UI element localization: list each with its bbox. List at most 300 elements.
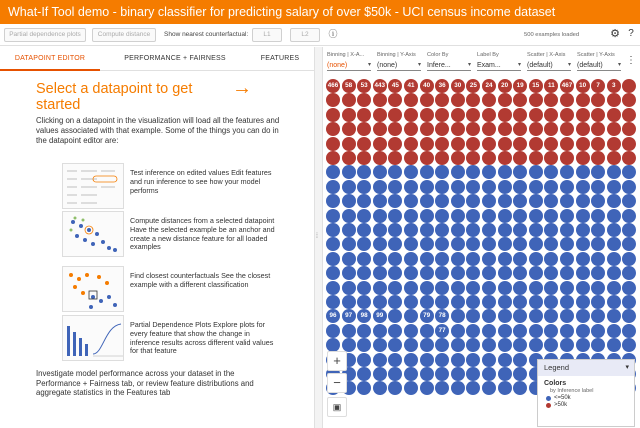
datapoint[interactable]	[560, 180, 574, 194]
datapoint[interactable]	[466, 295, 480, 309]
datapoint[interactable]	[591, 151, 605, 165]
datapoint[interactable]	[591, 93, 605, 107]
datapoint[interactable]	[373, 381, 387, 395]
datapoint[interactable]	[544, 324, 558, 338]
datapoint[interactable]	[435, 266, 449, 280]
datapoint[interactable]	[388, 223, 402, 237]
datapoint[interactable]	[544, 295, 558, 309]
datapoint[interactable]: 79	[420, 309, 434, 323]
datapoint[interactable]	[622, 223, 636, 237]
datapoint[interactable]: 78	[435, 309, 449, 323]
datapoint[interactable]	[607, 223, 621, 237]
datapoint[interactable]	[607, 252, 621, 266]
datapoint[interactable]	[607, 93, 621, 107]
datapoint[interactable]	[513, 381, 527, 395]
datapoint[interactable]: 41	[404, 79, 418, 93]
datapoint[interactable]	[404, 151, 418, 165]
datapoint[interactable]	[373, 122, 387, 136]
datapoint[interactable]	[560, 165, 574, 179]
datapoint[interactable]	[373, 137, 387, 151]
datapoint[interactable]	[513, 252, 527, 266]
datapoint[interactable]	[482, 237, 496, 251]
datapoint[interactable]	[435, 108, 449, 122]
datapoint[interactable]	[326, 151, 340, 165]
datapoint[interactable]	[529, 281, 543, 295]
datapoint[interactable]	[607, 309, 621, 323]
viz-control-0[interactable]	[327, 52, 371, 76]
compute-distance-button[interactable]: Compute distance	[92, 28, 156, 42]
datapoint[interactable]	[607, 295, 621, 309]
datapoint[interactable]	[404, 108, 418, 122]
datapoint[interactable]	[498, 353, 512, 367]
l1-button[interactable]: L1	[252, 28, 282, 42]
datapoint[interactable]	[373, 353, 387, 367]
datapoint[interactable]	[466, 93, 480, 107]
datapoint[interactable]	[373, 151, 387, 165]
datapoint[interactable]	[342, 108, 356, 122]
datapoint[interactable]	[622, 79, 636, 93]
datapoint[interactable]	[591, 266, 605, 280]
datapoint[interactable]	[529, 108, 543, 122]
datapoint[interactable]	[560, 223, 574, 237]
datapoint[interactable]	[373, 209, 387, 223]
datapoint[interactable]	[544, 137, 558, 151]
datapoint[interactable]	[560, 237, 574, 251]
datapoint[interactable]	[607, 194, 621, 208]
datapoint[interactable]	[498, 252, 512, 266]
datapoint[interactable]	[451, 338, 465, 352]
datapoint[interactable]	[388, 237, 402, 251]
datapoint[interactable]	[576, 122, 590, 136]
datapoint[interactable]	[466, 151, 480, 165]
datapoint[interactable]	[482, 309, 496, 323]
more-options-icon[interactable]: ⋮	[626, 55, 636, 66]
datapoint[interactable]	[373, 338, 387, 352]
datapoint[interactable]	[357, 180, 371, 194]
datapoint[interactable]	[622, 266, 636, 280]
datapoint[interactable]	[544, 151, 558, 165]
datapoint[interactable]	[513, 338, 527, 352]
datapoint[interactable]	[482, 223, 496, 237]
datapoint[interactable]	[498, 338, 512, 352]
datapoint[interactable]	[591, 295, 605, 309]
tab-performance-fairness[interactable]: PERFORMANCE + FAIRNESS	[124, 55, 226, 62]
datapoint[interactable]	[607, 151, 621, 165]
datapoint[interactable]: 45	[388, 79, 402, 93]
datapoint[interactable]	[513, 209, 527, 223]
datapoint[interactable]	[482, 353, 496, 367]
datapoint[interactable]	[420, 108, 434, 122]
datapoint[interactable]	[357, 281, 371, 295]
datapoint[interactable]	[529, 180, 543, 194]
datapoint[interactable]	[576, 223, 590, 237]
datapoint[interactable]: 7	[591, 79, 605, 93]
datapoint[interactable]	[357, 151, 371, 165]
datapoint[interactable]	[622, 93, 636, 107]
datapoint[interactable]	[560, 252, 574, 266]
datapoint[interactable]	[466, 165, 480, 179]
datapoint[interactable]	[482, 281, 496, 295]
datapoint[interactable]	[342, 93, 356, 107]
viz-control-3[interactable]	[477, 52, 521, 76]
datapoint[interactable]: 96	[326, 309, 340, 323]
datapoint[interactable]	[420, 122, 434, 136]
datapoint[interactable]	[529, 223, 543, 237]
datapoint[interactable]	[342, 266, 356, 280]
datapoint[interactable]	[560, 324, 574, 338]
datapoint[interactable]	[373, 295, 387, 309]
datapoint-grid[interactable]	[326, 79, 640, 399]
datapoint[interactable]	[560, 338, 574, 352]
datapoint[interactable]	[498, 381, 512, 395]
datapoint[interactable]	[451, 295, 465, 309]
datapoint[interactable]	[482, 381, 496, 395]
datapoint[interactable]	[388, 122, 402, 136]
datapoint[interactable]	[560, 209, 574, 223]
datapoint[interactable]	[404, 93, 418, 107]
datapoint[interactable]	[498, 367, 512, 381]
datapoint[interactable]	[513, 165, 527, 179]
datapoint[interactable]	[435, 93, 449, 107]
datapoint[interactable]	[435, 381, 449, 395]
datapoint[interactable]	[342, 194, 356, 208]
datapoint[interactable]	[576, 237, 590, 251]
datapoint[interactable]	[357, 338, 371, 352]
datapoint[interactable]: 98	[357, 309, 371, 323]
datapoint[interactable]	[388, 137, 402, 151]
datapoint[interactable]: 24	[482, 79, 496, 93]
datapoint[interactable]	[576, 194, 590, 208]
datapoint[interactable]	[529, 309, 543, 323]
datapoint[interactable]	[513, 108, 527, 122]
datapoint[interactable]	[466, 309, 480, 323]
datapoint[interactable]	[451, 266, 465, 280]
datapoint[interactable]: 40	[420, 79, 434, 93]
datapoint[interactable]	[591, 108, 605, 122]
datapoint[interactable]	[576, 252, 590, 266]
datapoint[interactable]	[544, 266, 558, 280]
datapoint[interactable]	[513, 237, 527, 251]
datapoint[interactable]	[560, 281, 574, 295]
datapoint[interactable]	[420, 137, 434, 151]
datapoint[interactable]	[326, 252, 340, 266]
datapoint[interactable]	[513, 281, 527, 295]
datapoint[interactable]	[373, 281, 387, 295]
datapoint[interactable]: 20	[498, 79, 512, 93]
datapoint[interactable]	[591, 324, 605, 338]
datapoint[interactable]	[342, 252, 356, 266]
datapoint[interactable]	[529, 324, 543, 338]
datapoint[interactable]	[607, 338, 621, 352]
datapoint[interactable]	[591, 252, 605, 266]
datapoint[interactable]	[591, 180, 605, 194]
datapoint[interactable]	[513, 353, 527, 367]
datapoint[interactable]	[404, 324, 418, 338]
datapoint[interactable]	[451, 223, 465, 237]
datapoint[interactable]	[404, 281, 418, 295]
zoom-out-button[interactable]: −	[327, 373, 347, 393]
datapoint[interactable]	[451, 194, 465, 208]
datapoint[interactable]	[357, 209, 371, 223]
datapoint[interactable]	[342, 122, 356, 136]
datapoint[interactable]	[357, 137, 371, 151]
datapoint[interactable]	[435, 367, 449, 381]
datapoint[interactable]	[544, 108, 558, 122]
datapoint[interactable]	[404, 295, 418, 309]
datapoint[interactable]	[622, 180, 636, 194]
datapoint[interactable]	[388, 281, 402, 295]
datapoint[interactable]	[326, 223, 340, 237]
viz-control-value[interactable]: (none) ▾	[377, 60, 421, 71]
datapoint[interactable]	[388, 252, 402, 266]
datapoint[interactable]	[529, 122, 543, 136]
datapoint[interactable]	[451, 324, 465, 338]
datapoint[interactable]	[513, 137, 527, 151]
datapoint[interactable]	[576, 209, 590, 223]
datapoint[interactable]	[560, 295, 574, 309]
datapoint[interactable]	[576, 324, 590, 338]
datapoint[interactable]	[544, 338, 558, 352]
datapoint[interactable]	[591, 338, 605, 352]
datapoint[interactable]	[451, 137, 465, 151]
datapoint[interactable]	[451, 309, 465, 323]
datapoint[interactable]	[560, 108, 574, 122]
datapoint[interactable]	[420, 252, 434, 266]
datapoint[interactable]	[388, 295, 402, 309]
datapoint[interactable]	[482, 367, 496, 381]
datapoint[interactable]	[388, 324, 402, 338]
datapoint[interactable]	[451, 209, 465, 223]
datapoint[interactable]	[622, 209, 636, 223]
datapoint[interactable]	[482, 93, 496, 107]
datapoint[interactable]	[498, 209, 512, 223]
datapoint[interactable]	[388, 93, 402, 107]
datapoint[interactable]	[622, 151, 636, 165]
datapoint[interactable]	[607, 137, 621, 151]
datapoint[interactable]	[529, 151, 543, 165]
datapoint[interactable]	[435, 194, 449, 208]
datapoint[interactable]	[544, 237, 558, 251]
datapoint[interactable]	[373, 194, 387, 208]
datapoint[interactable]	[607, 237, 621, 251]
datapoint[interactable]	[482, 108, 496, 122]
datapoint[interactable]: 443	[373, 79, 387, 93]
datapoint[interactable]	[451, 353, 465, 367]
datapoint[interactable]	[466, 252, 480, 266]
datapoint[interactable]	[420, 209, 434, 223]
datapoint[interactable]	[607, 165, 621, 179]
datapoint[interactable]	[544, 281, 558, 295]
datapoint[interactable]	[513, 309, 527, 323]
datapoint[interactable]: 58	[342, 79, 356, 93]
datapoint[interactable]	[498, 281, 512, 295]
datapoint[interactable]	[607, 281, 621, 295]
datapoint[interactable]	[326, 93, 340, 107]
datapoint[interactable]	[622, 252, 636, 266]
datapoint[interactable]: 30	[451, 79, 465, 93]
datapoint[interactable]	[435, 353, 449, 367]
datapoint[interactable]	[544, 194, 558, 208]
datapoint[interactable]	[498, 266, 512, 280]
datapoint[interactable]	[326, 295, 340, 309]
datapoint[interactable]	[576, 180, 590, 194]
datapoint[interactable]	[420, 338, 434, 352]
datapoint[interactable]	[482, 324, 496, 338]
datapoint[interactable]	[435, 165, 449, 179]
datapoint[interactable]	[435, 338, 449, 352]
legend-header[interactable]: Legend ▾	[538, 360, 634, 376]
datapoint[interactable]	[451, 281, 465, 295]
datapoint[interactable]	[404, 309, 418, 323]
viz-control-5[interactable]	[577, 52, 621, 76]
info-icon[interactable]: ⓘ	[328, 29, 338, 39]
datapoint[interactable]	[420, 237, 434, 251]
datapoint[interactable]	[435, 223, 449, 237]
datapoint[interactable]	[607, 108, 621, 122]
datapoint[interactable]	[466, 281, 480, 295]
datapoint[interactable]	[466, 137, 480, 151]
datapoint[interactable]	[622, 281, 636, 295]
datapoint[interactable]	[373, 223, 387, 237]
datapoint[interactable]	[451, 180, 465, 194]
datapoint[interactable]	[373, 93, 387, 107]
datapoint[interactable]	[326, 194, 340, 208]
datapoint[interactable]	[388, 180, 402, 194]
datapoint[interactable]	[466, 209, 480, 223]
datapoint[interactable]	[420, 151, 434, 165]
datapoint[interactable]	[466, 266, 480, 280]
datapoint[interactable]	[326, 122, 340, 136]
viz-control-1[interactable]	[377, 52, 421, 76]
datapoint[interactable]	[591, 122, 605, 136]
datapoint[interactable]	[482, 209, 496, 223]
datapoint[interactable]	[404, 353, 418, 367]
datapoint[interactable]	[482, 151, 496, 165]
datapoint[interactable]	[388, 194, 402, 208]
datapoint[interactable]	[466, 122, 480, 136]
datapoint[interactable]	[435, 137, 449, 151]
datapoint[interactable]	[373, 266, 387, 280]
datapoint[interactable]	[357, 122, 371, 136]
datapoint[interactable]	[435, 122, 449, 136]
datapoint[interactable]	[576, 309, 590, 323]
gear-icon[interactable]: ⚙	[610, 28, 620, 40]
datapoint[interactable]	[357, 237, 371, 251]
datapoint[interactable]	[498, 180, 512, 194]
datapoint[interactable]	[482, 180, 496, 194]
viz-control-value[interactable]: (default) ▾	[577, 60, 621, 71]
datapoint[interactable]	[326, 281, 340, 295]
datapoint[interactable]	[466, 194, 480, 208]
datapoint[interactable]	[342, 151, 356, 165]
datapoint[interactable]	[388, 367, 402, 381]
datapoint[interactable]	[420, 180, 434, 194]
datapoint[interactable]	[513, 122, 527, 136]
datapoint[interactable]	[451, 93, 465, 107]
datapoint[interactable]	[544, 209, 558, 223]
datapoint[interactable]	[622, 324, 636, 338]
datapoint[interactable]	[404, 180, 418, 194]
viz-control-value[interactable]: (none) ▾	[327, 60, 371, 71]
datapoint[interactable]	[544, 180, 558, 194]
datapoint[interactable]	[560, 266, 574, 280]
datapoint[interactable]	[404, 381, 418, 395]
datapoint[interactable]	[420, 223, 434, 237]
datapoint[interactable]	[388, 353, 402, 367]
datapoint[interactable]	[451, 108, 465, 122]
datapoint[interactable]	[373, 252, 387, 266]
datapoint[interactable]	[404, 137, 418, 151]
datapoint[interactable]	[466, 223, 480, 237]
datapoint[interactable]	[326, 209, 340, 223]
datapoint[interactable]	[466, 180, 480, 194]
datapoint[interactable]	[357, 252, 371, 266]
datapoint[interactable]: 53	[357, 79, 371, 93]
datapoint[interactable]	[498, 309, 512, 323]
datapoint[interactable]	[420, 367, 434, 381]
datapoint[interactable]	[544, 165, 558, 179]
datapoint[interactable]	[404, 194, 418, 208]
datapoint[interactable]	[482, 194, 496, 208]
datapoint[interactable]	[388, 209, 402, 223]
datapoint[interactable]	[435, 209, 449, 223]
datapoint[interactable]	[466, 381, 480, 395]
datapoint[interactable]	[576, 338, 590, 352]
datapoint[interactable]	[451, 122, 465, 136]
datapoint[interactable]	[482, 295, 496, 309]
datapoint[interactable]	[420, 324, 434, 338]
datapoint[interactable]	[420, 381, 434, 395]
datapoint[interactable]: 99	[373, 309, 387, 323]
datapoint[interactable]	[420, 353, 434, 367]
datapoint[interactable]	[529, 137, 543, 151]
datapoint[interactable]	[622, 295, 636, 309]
datapoint[interactable]	[544, 93, 558, 107]
datapoint[interactable]	[622, 237, 636, 251]
datapoint[interactable]	[373, 367, 387, 381]
datapoint[interactable]	[357, 324, 371, 338]
datapoint[interactable]	[576, 281, 590, 295]
datapoint[interactable]: 467	[560, 79, 574, 93]
datapoint[interactable]	[498, 137, 512, 151]
datapoint[interactable]	[607, 209, 621, 223]
datapoint[interactable]	[388, 309, 402, 323]
datapoint[interactable]	[544, 223, 558, 237]
datapoint[interactable]	[482, 165, 496, 179]
datapoint[interactable]	[326, 108, 340, 122]
datapoint[interactable]	[591, 281, 605, 295]
panel-splitter[interactable]	[314, 47, 323, 428]
datapoint[interactable]	[466, 108, 480, 122]
datapoint[interactable]	[513, 194, 527, 208]
datapoint[interactable]	[513, 266, 527, 280]
datapoint[interactable]	[622, 122, 636, 136]
datapoint[interactable]	[420, 281, 434, 295]
datapoint[interactable]	[591, 223, 605, 237]
datapoint[interactable]	[435, 252, 449, 266]
tab-datapoint-editor[interactable]: DATAPOINT EDITOR	[0, 47, 100, 71]
datapoint[interactable]	[373, 237, 387, 251]
datapoint[interactable]	[326, 165, 340, 179]
datapoint[interactable]	[622, 338, 636, 352]
datapoint[interactable]	[622, 194, 636, 208]
datapoint[interactable]: 3	[607, 79, 621, 93]
datapoint[interactable]	[498, 295, 512, 309]
datapoint[interactable]	[326, 237, 340, 251]
datapoint[interactable]	[607, 180, 621, 194]
datapoint[interactable]	[513, 151, 527, 165]
datapoint[interactable]	[591, 309, 605, 323]
